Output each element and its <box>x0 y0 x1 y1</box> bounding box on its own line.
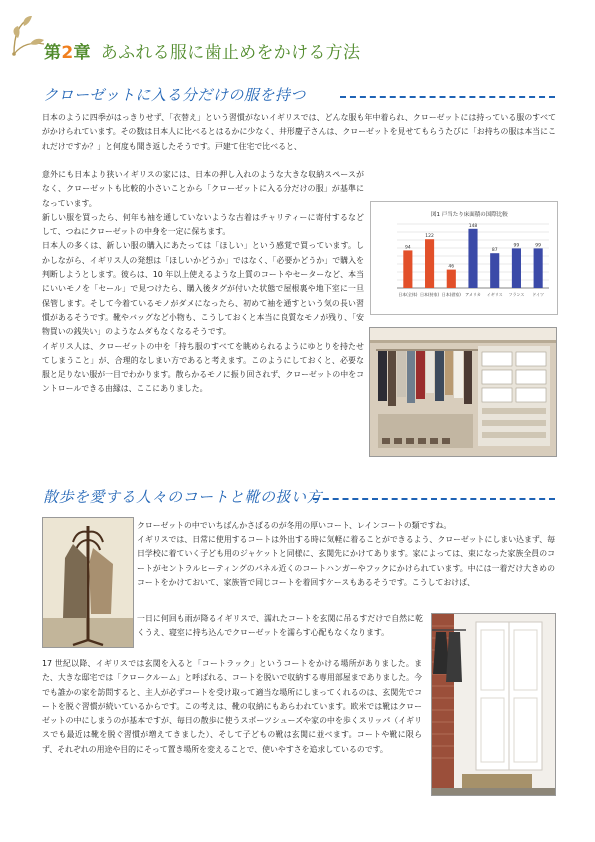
chart-value-label: 148 <box>468 223 478 229</box>
paragraph: 一日に何回も雨が降るイギリスで、濡れたコートを玄関に吊るすだけで自然に乾くうえ、寝室に持ち込んでクローゼットを濡らす心配もなくなります。 <box>137 614 423 638</box>
chart-value-label: 94 <box>404 245 411 251</box>
section2-body-c <box>42 657 422 757</box>
section1-title: クローゼットに入る分だけの服を持つ <box>43 86 306 104</box>
chapter-label: 第 <box>44 43 62 63</box>
chart-canvas <box>371 202 557 314</box>
chapter-number: 2 <box>61 43 74 63</box>
paragraph: 日本のように四季がはっきりせず、「衣替え」という習慣がないイギリスでは、どんな服も年中着られ、クローゼットには持っている服のすべてがかけられています。その数は日本人に比べるとはるかに少なく、井形慶子さんは、クローゼットを見せてもらうたびに「お持ちの服は本当にこれだけですか？」と何度も聞き返したそうです。戸建て住宅で比べると、 <box>42 113 556 151</box>
corner-ornament-icon <box>8 14 48 56</box>
paragraph: 意外にも日本より狭いイギリスの家には、日本の押し入れのような大きな収納スペースがなく、クローゼットも比較的小さいことから「クローゼットに入る分だけの服」が基準になっています。 <box>42 170 364 208</box>
chart-bar <box>468 229 477 288</box>
chart-category-label: 日本(借家) <box>441 292 461 297</box>
section2-intro <box>137 519 555 533</box>
floor-area-chart <box>370 201 558 315</box>
chapter-title <box>44 38 360 63</box>
closet-photo <box>369 327 557 457</box>
chart-bar <box>534 248 543 288</box>
chart-value-label: 99 <box>535 243 542 249</box>
chart-category-label: イギリス <box>486 292 503 297</box>
chart-category-label: アメリカ <box>465 292 481 297</box>
chart-bar <box>512 248 521 288</box>
chart-value-label: 46 <box>448 264 455 270</box>
section1-body <box>42 168 364 397</box>
section2-body-a <box>137 533 555 613</box>
chart-value-label: 87 <box>491 248 498 254</box>
chart-bar <box>490 253 499 288</box>
chart-category-label: フランス <box>508 292 525 297</box>
paragraph: 新しい服を買ったら、何年も袖を通していないような古着はチャリティーに寄付するなどして、つねにクローゼットの中身を一定に保ちます。 <box>42 212 364 237</box>
chart-category-label: 日本(全体) <box>398 292 418 297</box>
section2-body-b <box>137 612 423 641</box>
section1-intro <box>42 111 556 154</box>
chart-category-label: 日本(持家) <box>420 292 440 297</box>
paragraph: クローゼットの中でいちばんかさばるのが冬用の厚いコート、レインコートの類ですね。 <box>137 521 452 530</box>
paragraph: イギリスでは、日常に使用するコートは外出する時に気軽に着ることができるよう、クローゼットにしまい込まず、毎日学校に着ていく子ども用のジャケットと同様に、玄関先にかけてあります。家によっては、束になった家族全員のコートがセントラルヒーティングのパネル近くのコートハンガーやフックにかけられています。中には一着だけ大きめのコートをかけておいて、家族皆で同じコートを着回すケースもあるそうです。こうしておけば、 <box>137 535 555 587</box>
hallway-photo <box>431 613 556 796</box>
chart-bar <box>425 239 434 288</box>
paragraph: イギリス人は、クローゼットの中を「持ち服のすべてを眺められるようにゆとりを持たせてしまうこと」が、合理的なしまい方であると考えます。このようにしておくと、必要な服と足りない服が一目でわかります。散らかるモノに振り回されず、クローゼットの中をコントロールできる由縁は、ここにありました。 <box>42 341 364 394</box>
chart-category-label: ドイツ <box>532 292 545 297</box>
coat-rack-photo <box>42 517 134 648</box>
chart-bar <box>447 270 456 288</box>
section1-divider <box>340 96 555 98</box>
chart-value-label: 99 <box>513 243 520 249</box>
chart-title: 図1 戸当たり床面積の国際比較 <box>431 212 508 218</box>
chart-value-label: 122 <box>425 234 434 240</box>
chapter-heading-text: あふれる服に歯止めをかける方法 <box>100 43 361 63</box>
chapter-suffix: 章 <box>73 43 91 63</box>
paragraph: 日本人の多くは、新しい服の購入にあたっては「ほしい」という感覚で買っています。しかしながら、イギリス人の発想は「ほしいかどうか」ではなく、「必要かどうか」で購入を判断しようとします。彼らは、10 年以上使えるような上質のコートやセーターなど、本当にいいモノを「セール」で見つけたら、購入後タグが付いた状態で屋根裏や地下室に一旦保管します。そして今着ているモノがダメになったら、初めて袖を通すという気の長い習慣があるそうです。靴やバッグなど小物も、こうしておくと本当に良質なモノが残り、「安物買いの銭失い」のようなムダもなくなるそうです。 <box>42 241 364 337</box>
paragraph: 17 世紀以降、イギリスでは玄関を入ると「コートラック」というコートをかける場所がありました。また、大きな邸宅では「クロークルーム」と呼ばれる、コートを脱いで収納する専用部屋までありました。今でも誰かの家を訪問すると、主人が必ずコートを受け取って適当な場所にしまってくれるのは、玄関先でコートを脱ぐ習慣が続いているからです。この考えは、靴の収納にもあらわれています。欧米では靴はクローゼットの中にしまうのが基本ですが、毎日の散歩に使うスポーツシューズや家の中を歩くスリッパ（イギリスでも最近は靴を脱ぐ習慣が増えてきました）、そして子どもの靴は玄関に並べます。コートや靴に限らず、それぞれの用途や目的にそって置き場所を変えることで、使いやすさを追求しているのです。 <box>42 659 422 754</box>
section2-divider <box>313 498 555 500</box>
section2-title: 散歩を愛する人々のコートと靴の扱い方 <box>43 488 323 506</box>
chart-bar <box>403 250 412 288</box>
